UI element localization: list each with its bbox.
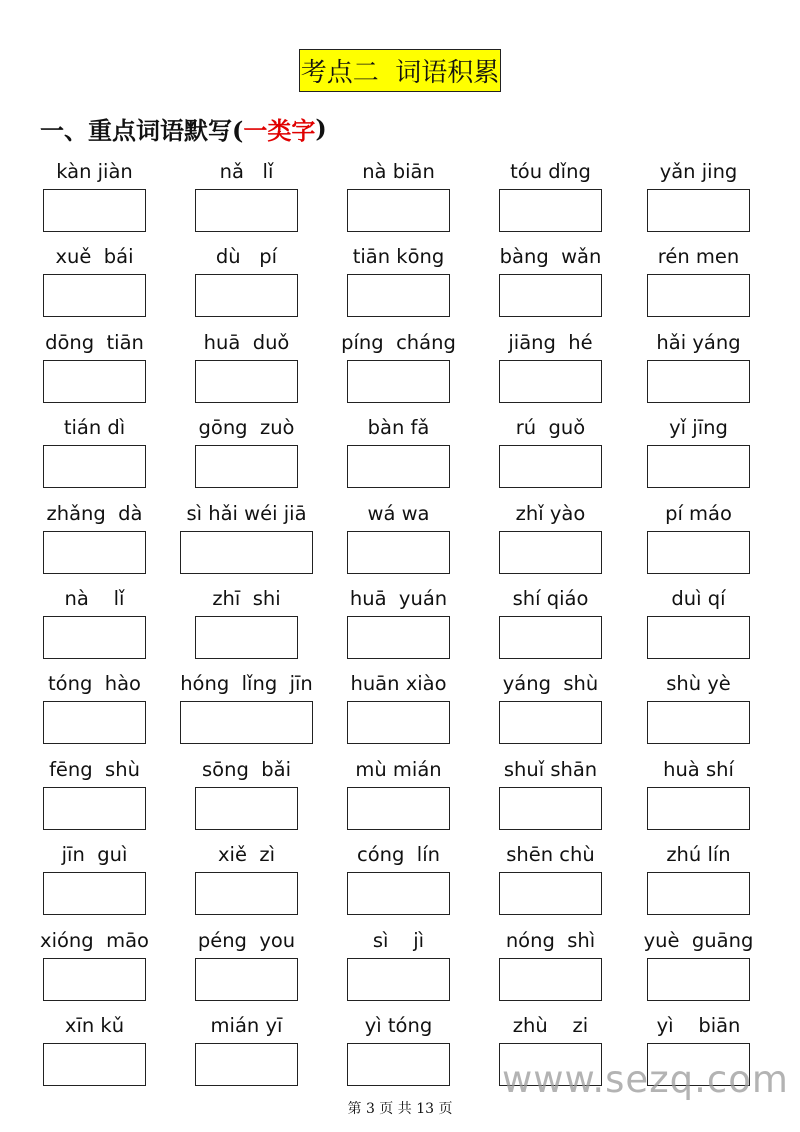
answer-box[interactable] bbox=[43, 616, 146, 659]
vocab-cell bbox=[347, 415, 450, 488]
pinyin-label: pí máo bbox=[665, 501, 732, 525]
answer-box[interactable] bbox=[195, 274, 298, 317]
pinyin-label: péng you bbox=[197, 928, 296, 952]
answer-box[interactable] bbox=[499, 958, 602, 1001]
vocab-cell bbox=[195, 586, 298, 659]
pinyin-label: huà shí bbox=[663, 757, 734, 781]
vocab-cell bbox=[647, 330, 750, 403]
answer-box[interactable] bbox=[647, 787, 750, 830]
answer-box[interactable] bbox=[195, 872, 298, 915]
answer-box[interactable] bbox=[647, 189, 750, 232]
vocab-cell bbox=[647, 501, 750, 574]
pinyin-label: rú guǒ bbox=[515, 416, 586, 440]
pinyin-label: jīn guì bbox=[61, 843, 128, 867]
vocab-cell bbox=[347, 842, 450, 915]
pinyin-label: yì tóng bbox=[364, 1014, 433, 1037]
vocab-cell bbox=[195, 244, 298, 317]
pinyin-label: dōng tiān bbox=[45, 330, 144, 354]
vocab-cell bbox=[647, 159, 750, 232]
pinyin-label: yáng shù bbox=[502, 672, 599, 696]
pinyin-label: gōng zuò bbox=[198, 416, 295, 440]
answer-box[interactable] bbox=[43, 1043, 146, 1086]
answer-box[interactable] bbox=[647, 701, 750, 744]
vocab-cell bbox=[43, 757, 146, 830]
answer-box[interactable] bbox=[347, 274, 450, 317]
pinyin-label: xióng māo bbox=[40, 928, 149, 952]
pinyin-label: yǐ jīng bbox=[669, 416, 728, 440]
vocab-cell bbox=[180, 501, 313, 574]
page-title: 考点二 词语积累 bbox=[299, 49, 501, 92]
answer-box[interactable] bbox=[43, 189, 146, 232]
vocab-cell bbox=[347, 586, 450, 659]
pinyin-label: yuè guāng bbox=[643, 928, 754, 952]
answer-box[interactable] bbox=[195, 787, 298, 830]
answer-box[interactable] bbox=[499, 274, 602, 317]
answer-box[interactable] bbox=[180, 531, 313, 574]
pinyin-label: sì jì bbox=[372, 928, 425, 952]
vocab-cell bbox=[341, 330, 456, 403]
answer-box[interactable] bbox=[647, 274, 750, 317]
pinyin-label: fēng shù bbox=[49, 757, 140, 781]
answer-box[interactable] bbox=[499, 445, 602, 488]
pinyin-label: duì qí bbox=[671, 587, 726, 610]
pinyin-label: huā duǒ bbox=[203, 330, 290, 354]
answer-box[interactable] bbox=[195, 616, 298, 659]
vocab-cell bbox=[347, 757, 450, 830]
vocab-cell bbox=[43, 330, 146, 403]
vocab-cell bbox=[43, 586, 146, 659]
answer-box[interactable] bbox=[347, 701, 450, 744]
pinyin-label: píng cháng bbox=[341, 330, 456, 354]
answer-box[interactable] bbox=[347, 445, 450, 488]
pinyin-label: nǎ lǐ bbox=[219, 160, 274, 183]
pinyin-label: nà lǐ bbox=[64, 587, 125, 610]
vocab-cell bbox=[499, 159, 602, 232]
pinyin-label: dù pí bbox=[215, 245, 278, 269]
pinyin-label: nóng shì bbox=[505, 928, 596, 952]
vocab-cell bbox=[195, 842, 298, 915]
vocab-cell bbox=[647, 586, 750, 659]
page-footer: 第 3 页 共 13 页 bbox=[347, 1101, 453, 1117]
vocab-cell bbox=[43, 842, 146, 915]
vocab-cell bbox=[43, 415, 146, 488]
vocab-cell bbox=[347, 928, 450, 1001]
pinyin-label: cóng lín bbox=[357, 843, 440, 867]
pinyin-label: yǎn jing bbox=[659, 160, 738, 183]
pinyin-label: mù mián bbox=[355, 757, 442, 781]
pinyin-label: xiě zì bbox=[217, 843, 275, 867]
pinyin-label: kàn jiàn bbox=[56, 160, 133, 183]
pinyin-label: huān xiào bbox=[350, 672, 447, 696]
pinyin-label: yì biān bbox=[656, 1014, 741, 1037]
vocab-cell bbox=[647, 244, 750, 317]
pinyin-label: zhǐ yào bbox=[515, 501, 586, 525]
vocab-cell bbox=[647, 415, 750, 488]
answer-box[interactable] bbox=[195, 1043, 298, 1086]
answer-box[interactable] bbox=[499, 872, 602, 915]
vocab-cell bbox=[499, 842, 602, 915]
pinyin-label: shí qiáo bbox=[512, 587, 589, 610]
pinyin-label: zhī shi bbox=[212, 587, 281, 610]
answer-box[interactable] bbox=[347, 958, 450, 1001]
answer-box[interactable] bbox=[195, 445, 298, 488]
pinyin-label: wá wa bbox=[367, 501, 430, 525]
answer-box[interactable] bbox=[195, 189, 298, 232]
vocab-cell bbox=[647, 842, 750, 915]
vocab-cell bbox=[43, 1013, 146, 1086]
pinyin-label: tián dì bbox=[63, 416, 126, 440]
answer-box[interactable] bbox=[43, 872, 146, 915]
pinyin-label: shuǐ shān bbox=[503, 757, 598, 781]
answer-box[interactable] bbox=[195, 958, 298, 1001]
pinyin-label: shù yè bbox=[666, 672, 731, 696]
answer-box[interactable] bbox=[43, 787, 146, 830]
vocab-cell bbox=[195, 928, 298, 1001]
answer-box[interactable] bbox=[347, 787, 450, 830]
pinyin-label: zhǎng dà bbox=[46, 501, 143, 525]
answer-box[interactable] bbox=[43, 274, 146, 317]
answer-box[interactable] bbox=[499, 616, 602, 659]
answer-box[interactable] bbox=[180, 701, 313, 744]
vocab-cell bbox=[347, 244, 450, 317]
pinyin-label: mián yī bbox=[210, 1014, 283, 1037]
answer-box[interactable] bbox=[347, 616, 450, 659]
answer-box[interactable] bbox=[647, 872, 750, 915]
vocab-cell bbox=[347, 671, 450, 744]
vocab-cell bbox=[499, 244, 602, 317]
pinyin-label: sōng bǎi bbox=[202, 757, 291, 781]
vocab-cell bbox=[499, 586, 602, 659]
vocab-cell bbox=[195, 330, 298, 403]
answer-box[interactable] bbox=[347, 531, 450, 574]
answer-box[interactable] bbox=[647, 531, 750, 574]
vocab-cell bbox=[647, 671, 750, 744]
answer-box[interactable] bbox=[43, 531, 146, 574]
answer-box[interactable] bbox=[347, 1043, 450, 1086]
pinyin-label: xīn kǔ bbox=[64, 1014, 125, 1037]
answer-box[interactable] bbox=[647, 616, 750, 659]
vocab-cell bbox=[195, 1013, 298, 1086]
vocab-cell bbox=[195, 159, 298, 232]
vocab-cell bbox=[180, 671, 313, 744]
vocab-cell bbox=[499, 330, 602, 403]
pinyin-label: xuě bái bbox=[55, 245, 134, 269]
vocab-cell bbox=[40, 928, 149, 1001]
pinyin-label: nà biān bbox=[362, 160, 435, 183]
section-heading-accent: 一类字 bbox=[243, 115, 316, 145]
answer-box[interactable] bbox=[499, 787, 602, 830]
answer-box[interactable] bbox=[43, 958, 146, 1001]
pinyin-label: zhù zi bbox=[512, 1014, 589, 1037]
pinyin-label: tóu dǐng bbox=[510, 160, 591, 183]
answer-box[interactable] bbox=[647, 445, 750, 488]
pinyin-label: tiān kōng bbox=[352, 245, 445, 269]
answer-box[interactable] bbox=[499, 701, 602, 744]
answer-box[interactable] bbox=[647, 360, 750, 403]
pinyin-label: huā yuán bbox=[349, 587, 448, 610]
vocab-cell bbox=[499, 501, 602, 574]
pinyin-label: hǎi yáng bbox=[656, 330, 741, 354]
section-heading-suffix: ) bbox=[315, 113, 327, 143]
section-heading-prefix: 一、重点词语默写( bbox=[40, 115, 244, 145]
answer-box[interactable] bbox=[195, 360, 298, 403]
pinyin-label: rén men bbox=[657, 245, 740, 269]
pinyin-label: sì hǎi wéi jiā bbox=[186, 501, 307, 525]
pinyin-label: hóng lǐng jīn bbox=[180, 672, 313, 696]
pinyin-label: zhú lín bbox=[666, 843, 731, 867]
vocab-cell bbox=[499, 671, 602, 744]
vocab-cell bbox=[43, 671, 146, 744]
answer-box[interactable] bbox=[499, 531, 602, 574]
vocab-cell bbox=[499, 757, 602, 830]
vocab-cell bbox=[43, 159, 146, 232]
pinyin-label: shēn chù bbox=[506, 843, 595, 867]
vocab-cell bbox=[195, 415, 298, 488]
pinyin-label: bàn fǎ bbox=[367, 416, 430, 440]
answer-box[interactable] bbox=[347, 360, 450, 403]
answer-box[interactable] bbox=[347, 872, 450, 915]
vocab-cell bbox=[347, 501, 450, 574]
answer-box[interactable] bbox=[499, 360, 602, 403]
answer-box[interactable] bbox=[43, 360, 146, 403]
answer-box[interactable] bbox=[347, 189, 450, 232]
vocab-cell bbox=[643, 928, 754, 1001]
answer-box[interactable] bbox=[43, 445, 146, 488]
pinyin-label: tóng hào bbox=[48, 672, 141, 696]
answer-box[interactable] bbox=[647, 958, 750, 1001]
watermark: www.sezq.com bbox=[502, 1058, 789, 1101]
answer-box[interactable] bbox=[499, 189, 602, 232]
pinyin-label: jiāng hé bbox=[508, 330, 593, 354]
vocab-cell bbox=[347, 1013, 450, 1086]
vocab-cell bbox=[43, 501, 146, 574]
vocab-cell bbox=[499, 928, 602, 1001]
pinyin-label: bàng wǎn bbox=[499, 245, 602, 269]
vocab-cell bbox=[347, 159, 450, 232]
vocab-cell bbox=[499, 415, 602, 488]
vocab-cell bbox=[647, 757, 750, 830]
vocab-cell bbox=[43, 244, 146, 317]
answer-box[interactable] bbox=[43, 701, 146, 744]
vocab-cell bbox=[195, 757, 298, 830]
